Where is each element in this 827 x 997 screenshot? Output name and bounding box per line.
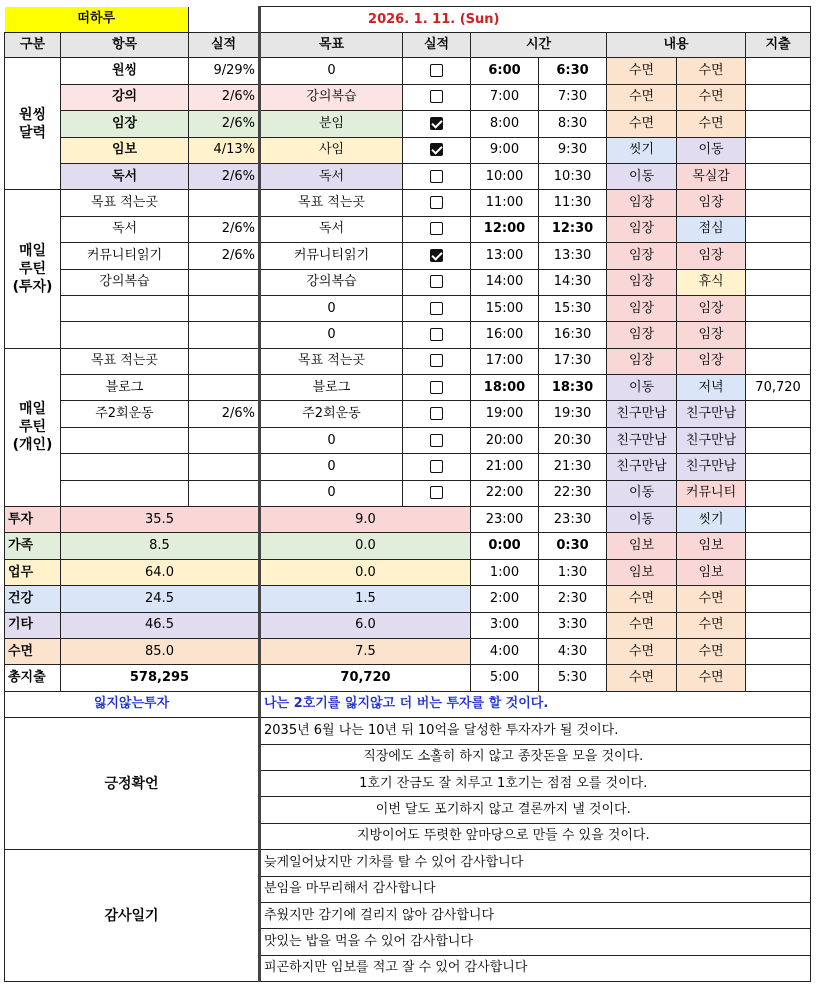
record-cell [189,295,260,321]
content-cell: 임보 [677,559,746,585]
col-time: 시간 [471,33,607,58]
summary-label: 총지출 [5,665,61,691]
done-checkbox[interactable] [430,275,443,288]
record-cell [189,269,260,295]
time-start: 11:00 [471,190,539,216]
time-start: 22:00 [471,480,539,506]
table-row [5,58,811,84]
summary-actual: 85.0 [61,638,260,664]
expense-cell [746,190,811,216]
time-end: 20:30 [539,427,607,453]
done-checkbox[interactable] [430,486,443,499]
time-end: 13:30 [539,243,607,269]
summary-actual: 8.5 [61,533,260,559]
done-checkbox[interactable] [430,196,443,209]
done-checkbox[interactable] [430,328,443,341]
summary-label: 기타 [5,612,61,638]
content-cell: 친구만남 [677,427,746,453]
done-cell [403,269,471,295]
item-cell: 목표 적는곳 [61,190,189,216]
content-cell: 수면 [677,586,746,612]
item-cell: 임보 [61,137,189,163]
expense-cell [746,111,811,137]
content-cell: 수면 [607,111,677,137]
time-end: 16:30 [539,322,607,348]
expense-cell [746,269,811,295]
goal-cell: 블로그 [260,375,403,401]
summary-goal: 9.0 [260,507,471,533]
expense-cell [746,427,811,453]
table-row [5,322,811,348]
done-checkbox[interactable] [430,222,443,235]
time-start: 16:00 [471,322,539,348]
table-row [5,427,811,453]
done-checkbox[interactable] [430,90,443,103]
record-cell: 2/6% [189,84,260,110]
record-cell: 2/6% [189,111,260,137]
item-cell [61,322,189,348]
col-expense: 지출 [746,33,811,58]
done-checkbox[interactable] [430,460,443,473]
expense-cell [746,638,811,664]
summary-goal: 0.0 [260,559,471,585]
content-cell: 임장 [677,322,746,348]
time-end: 23:30 [539,507,607,533]
expense-cell [746,454,811,480]
summary-label: 업무 [5,559,61,585]
done-checkbox[interactable] [430,354,443,367]
expense-cell: 70,720 [746,375,811,401]
done-checkbox[interactable] [430,64,443,77]
item-cell: 주2회운동 [61,401,189,427]
time-end: 22:30 [539,480,607,506]
goal-cell: 목표 적는곳 [260,190,403,216]
summary-label: 수면 [5,638,61,664]
content-cell: 임장 [607,322,677,348]
done-cell [403,216,471,242]
date-label: 2026. 1. 11. (Sun) [260,7,607,33]
table-row [5,348,811,374]
time-start: 17:00 [471,348,539,374]
summary-row [5,533,811,559]
daily-planner-sheet [4,6,811,982]
record-cell: 2/6% [189,243,260,269]
gratitude-label: 감사일기 [5,850,260,982]
item-cell [61,295,189,321]
content-cell: 저녁 [677,375,746,401]
goal-cell: 0 [260,427,403,453]
table-row [5,190,811,216]
time-start: 10:00 [471,163,539,189]
goal-cell: 0 [260,322,403,348]
done-cell [403,427,471,453]
section-wonssing: 원씽 달력 [5,58,61,190]
time-start: 9:00 [471,137,539,163]
content-cell: 친구만남 [677,401,746,427]
content-cell: 임보 [607,533,677,559]
record-cell [189,480,260,506]
goal-cell: 분임 [260,111,403,137]
item-cell: 원씽 [61,58,189,84]
content-cell: 친구만남 [607,401,677,427]
content-cell: 이동 [607,163,677,189]
time-start: 14:00 [471,269,539,295]
goal-cell: 독서 [260,216,403,242]
item-cell [61,454,189,480]
item-cell: 목표 적는곳 [61,348,189,374]
content-cell: 임장 [607,190,677,216]
expense-cell [746,216,811,242]
done-cell [403,190,471,216]
summary-actual: 35.5 [61,507,260,533]
content-cell: 목실감 [677,163,746,189]
item-cell: 독서 [61,216,189,242]
record-cell [189,427,260,453]
summary-actual: 578,295 [61,665,260,691]
expense-cell [746,507,811,533]
time-end: 2:30 [539,586,607,612]
summary-actual: 64.0 [61,559,260,585]
done-cell [403,322,471,348]
done-checkbox[interactable] [430,407,443,420]
summary-goal: 0.0 [260,533,471,559]
time-start: 13:00 [471,243,539,269]
summary-row [5,586,811,612]
expense-cell [746,58,811,84]
summary-row [5,638,811,664]
goal-cell: 주2회운동 [260,401,403,427]
time-start: 6:00 [471,58,539,84]
done-checkbox[interactable] [430,302,443,315]
time-start: 1:00 [471,559,539,585]
content-cell: 휴식 [677,269,746,295]
expense-cell [746,243,811,269]
section-invest_routine: 매일 루틴 (투자) [5,190,61,348]
content-cell: 임보 [607,559,677,585]
record-cell: 2/6% [189,216,260,242]
time-end: 5:30 [539,665,607,691]
gratitude-line: 맛있는 밥을 먹을 수 있어 감사합니다 [260,929,746,955]
expense-cell [746,322,811,348]
affirmation-line: 지방이어도 뚜렷한 앞마당으로 만들 수 있을 것이다. [260,823,746,849]
motto-text: 나는 2호기를 잃지않고 더 버는 투자를 할 것이다. [260,691,811,717]
content-cell: 친구만남 [607,427,677,453]
time-start: 20:00 [471,427,539,453]
section-personal_routine: 매일 루틴 (개인) [5,348,61,506]
time-end: 8:30 [539,111,607,137]
content-cell: 수면 [677,665,746,691]
item-cell: 독서 [61,163,189,189]
summary-goal: 6.0 [260,612,471,638]
col-item: 항목 [61,33,189,58]
time-end: 1:30 [539,559,607,585]
time-start: 19:00 [471,401,539,427]
time-start: 5:00 [471,665,539,691]
item-cell: 임장 [61,111,189,137]
record-cell [189,322,260,348]
item-cell [61,480,189,506]
record-cell: 2/6% [189,401,260,427]
content-cell: 수면 [677,638,746,664]
time-start: 18:00 [471,375,539,401]
time-end: 3:30 [539,612,607,638]
content-cell: 수면 [677,111,746,137]
content-cell: 이동 [607,375,677,401]
content-cell: 임장 [607,216,677,242]
col-content: 내용 [607,33,746,58]
time-start: 21:00 [471,454,539,480]
goal-cell: 0 [260,58,403,84]
expense-cell [746,533,811,559]
expense-cell [746,163,811,189]
item-cell: 강의 [61,84,189,110]
affirmation-line: 이번 달도 포기하지 않고 결론까지 낼 것이다. [260,797,746,823]
col-goal: 목표 [260,33,403,58]
summary-actual: 24.5 [61,586,260,612]
record-cell [189,375,260,401]
item-cell: 블로그 [61,375,189,401]
time-end: 15:30 [539,295,607,321]
content-cell: 수면 [677,58,746,84]
affirmation-row [5,718,811,744]
time-start: 23:00 [471,507,539,533]
time-start: 0:00 [471,533,539,559]
table-row [5,84,811,110]
goal-cell: 0 [260,295,403,321]
summary-goal: 70,720 [260,665,471,691]
table-row [5,163,811,189]
expense-cell [746,665,811,691]
record-cell: 9/29% [189,58,260,84]
time-start: 3:00 [471,612,539,638]
time-end: 4:30 [539,638,607,664]
record-cell [189,454,260,480]
done-cell [403,295,471,321]
done-checkbox[interactable] [430,434,443,447]
goal-cell: 사임 [260,137,403,163]
content-cell: 임장 [607,269,677,295]
expense-cell [746,559,811,585]
done-cell [403,401,471,427]
content-cell: 씻기 [677,507,746,533]
done-cell [403,84,471,110]
motto-row [5,691,811,717]
goal-cell: 목표 적는곳 [260,348,403,374]
expense-cell [746,295,811,321]
expense-cell [746,137,811,163]
table-row [5,111,811,137]
gratitude-line: 피곤하지만 임보를 적고 잘 수 있어 감사합니다 [260,955,746,981]
done-cell [403,163,471,189]
goal-cell: 강의복습 [260,269,403,295]
content-cell: 임장 [677,243,746,269]
record-cell [189,190,260,216]
summary-goal: 1.5 [260,586,471,612]
done-cell [403,454,471,480]
done-cell [403,243,471,269]
time-start: 8:00 [471,111,539,137]
content-cell: 수면 [677,612,746,638]
table-row [5,137,811,163]
summary-row [5,507,811,533]
time-end: 17:30 [539,348,607,374]
time-start: 4:00 [471,638,539,664]
done-cell [403,375,471,401]
time-end: 9:30 [539,137,607,163]
time-end: 14:30 [539,269,607,295]
gratitude-row [5,850,811,876]
expense-cell [746,586,811,612]
goal-cell: 강의복습 [260,84,403,110]
gratitude-line: 분임을 마무리해서 감사합니다 [260,876,746,902]
col-record: 실적 [189,33,260,58]
content-cell: 수면 [607,638,677,664]
content-cell: 임장 [677,295,746,321]
done-checkbox[interactable] [430,381,443,394]
goal-cell: 독서 [260,163,403,189]
summary-actual: 46.5 [61,612,260,638]
done-checkbox[interactable] [430,143,443,156]
done-checkbox[interactable] [430,170,443,183]
expense-cell [746,612,811,638]
done-checkbox[interactable] [430,249,443,262]
item-cell: 커뮤니티읽기 [61,243,189,269]
done-cell [403,58,471,84]
time-start: 7:00 [471,84,539,110]
content-cell: 임장 [677,348,746,374]
table-row [5,269,811,295]
goal-cell: 0 [260,480,403,506]
done-cell [403,137,471,163]
content-cell: 이동 [607,507,677,533]
content-cell: 임장 [607,243,677,269]
time-start: 15:00 [471,295,539,321]
content-cell: 이동 [677,137,746,163]
content-cell: 점심 [677,216,746,242]
table-row [5,243,811,269]
expense-cell [746,348,811,374]
time-end: 7:30 [539,84,607,110]
summary-row [5,665,811,691]
content-cell: 친구만남 [677,454,746,480]
gratitude-line: 늦게일어났지만 기차를 탈 수 있어 감사합니다 [260,850,746,876]
time-end: 21:30 [539,454,607,480]
table-row [5,401,811,427]
summary-row [5,612,811,638]
time-start: 2:00 [471,586,539,612]
record-cell: 4/13% [189,137,260,163]
content-cell: 수면 [607,58,677,84]
summary-label: 가족 [5,533,61,559]
done-cell [403,348,471,374]
content-cell: 수면 [607,665,677,691]
goal-cell: 커뮤니티읽기 [260,243,403,269]
content-cell: 친구만남 [607,454,677,480]
affirmation-line: 2035년 6월 나는 10년 뒤 10억을 달성한 투자자가 될 것이다. [260,718,746,744]
table-row [5,375,811,401]
col-done: 실적 [403,33,471,58]
content-cell: 수면 [607,612,677,638]
app-title: 떠하루 [5,7,189,33]
time-end: 10:30 [539,163,607,189]
time-end: 0:30 [539,533,607,559]
expense-cell [746,401,811,427]
time-start: 12:00 [471,216,539,242]
content-cell: 수면 [677,84,746,110]
record-cell [189,348,260,374]
gratitude-line: 추웠지만 감기에 걸리지 않아 감사합니다 [260,902,746,928]
goal-cell: 0 [260,454,403,480]
content-cell: 임장 [607,295,677,321]
affirmation-line: 1호기 잔금도 잘 치루고 1호기는 점점 오를 것이다. [260,770,746,796]
col-category: 구분 [5,33,61,58]
summary-row [5,559,811,585]
time-end: 18:30 [539,375,607,401]
summary-goal: 7.5 [260,638,471,664]
time-end: 12:30 [539,216,607,242]
done-cell [403,480,471,506]
table-row [5,454,811,480]
affirmation-label: 긍정확언 [5,718,260,850]
content-cell: 임보 [677,533,746,559]
content-cell: 이동 [607,480,677,506]
time-end: 19:30 [539,401,607,427]
done-checkbox[interactable] [430,117,443,130]
summary-label: 건강 [5,586,61,612]
content-cell: 임장 [607,348,677,374]
expense-cell [746,84,811,110]
table-row [5,480,811,506]
expense-cell [746,480,811,506]
time-end: 6:30 [539,58,607,84]
summary-label: 투자 [5,507,61,533]
done-cell [403,111,471,137]
affirmation-line: 직장에도 소홀히 하지 않고 종잣돈을 모을 것이다. [260,744,746,770]
content-cell: 씻기 [607,137,677,163]
record-cell: 2/6% [189,163,260,189]
item-cell: 강의복습 [61,269,189,295]
item-cell [61,427,189,453]
time-end: 11:30 [539,190,607,216]
content-cell: 커뮤니티 [677,480,746,506]
content-cell: 수면 [607,84,677,110]
table-row [5,295,811,321]
motto-label: 잃지않는투자 [5,691,260,717]
table-row [5,216,811,242]
content-cell: 임장 [677,190,746,216]
content-cell: 수면 [607,586,677,612]
